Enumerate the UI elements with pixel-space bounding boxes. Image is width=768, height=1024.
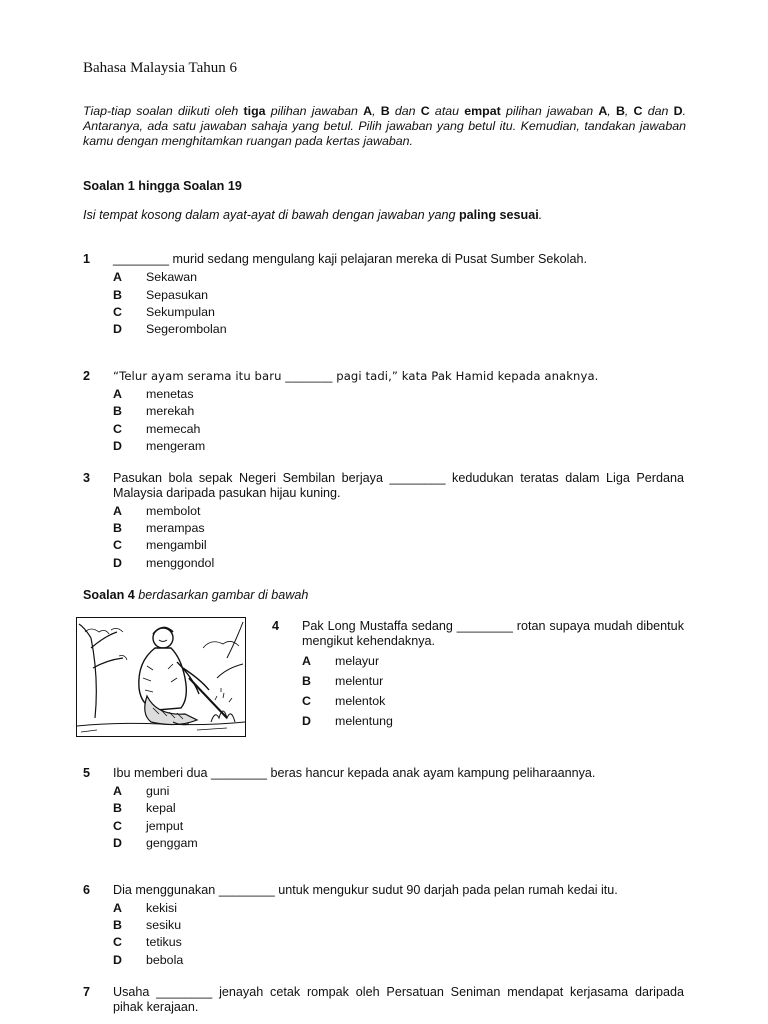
option-b[interactable]: B merampas: [113, 521, 205, 535]
sub-instruction: Isi tempat kosong dalam ayat-ayat di bawah dengan jawaban yang paling sesuai.: [83, 208, 543, 222]
option-b[interactable]: B Sepasukan: [113, 288, 209, 302]
option-b[interactable]: B melentur: [302, 674, 384, 688]
question-4-picture: [76, 617, 246, 737]
question-number: 2: [83, 369, 91, 383]
option-a[interactable]: A kekisi: [113, 901, 177, 915]
question-number: 7: [83, 985, 91, 999]
option-d[interactable]: D Segerombolan: [113, 322, 227, 336]
question-text: Usaha ________ jenayah cetak rompak oleh Persatuan Seniman mendapat kerjasama daripada pihak kerajaan.: [113, 985, 684, 1014]
question-text: Pak Long Mustaffa sedang ________ rotan supaya mudah dibentuk mengikut kehendaknya.: [302, 619, 684, 648]
question-7: [83, 985, 686, 1021]
question-5: [83, 766, 686, 856]
page-header: Bahasa Malaysia Tahun 6: [83, 60, 238, 76]
question-number: 1: [83, 252, 91, 266]
man-bending-rattan-over-fire-illustration: [77, 618, 245, 736]
option-d[interactable]: D mengeram: [113, 439, 206, 453]
option-a[interactable]: A guni: [113, 784, 170, 798]
question-6: [83, 883, 686, 973]
question-text: “Telur ayam serama itu baru ________ pagi tadi,” kata Pak Hamid kepada anaknya.: [113, 369, 599, 383]
option-c[interactable]: C memecah: [113, 422, 201, 436]
option-c[interactable]: C melentok: [302, 694, 386, 708]
question-2: [83, 369, 686, 459]
option-b[interactable]: B kepal: [113, 801, 176, 815]
section-title: Soalan 1 hingga Soalan 19: [83, 179, 242, 193]
option-b[interactable]: B sesiku: [113, 918, 182, 932]
option-c[interactable]: C Sekumpulan: [113, 305, 215, 319]
option-c[interactable]: C jemput: [113, 819, 184, 833]
question-number: 4: [272, 619, 280, 633]
option-d[interactable]: D genggam: [113, 836, 198, 850]
question-3: [83, 471, 686, 571]
question-1: [83, 252, 686, 342]
question-text: Pasukan bola sepak Negeri Sembilan berjaya ________ kedudukan teratas dalam Liga Perdana Malaysia daripada pasukan hijau kuning.: [113, 471, 684, 500]
section-4-heading: Soalan 4 berdasarkan gambar di bawah: [83, 588, 309, 602]
question-number: 5: [83, 766, 91, 780]
option-c[interactable]: C mengambil: [113, 538, 207, 552]
question-number: 6: [83, 883, 91, 897]
option-a[interactable]: A Sekawan: [113, 270, 197, 284]
question-number: 3: [83, 471, 91, 485]
option-a[interactable]: A melayur: [302, 654, 380, 668]
question-text: Dia menggunakan ________ untuk mengukur sudut 90 darjah pada pelan rumah kedai itu.: [113, 883, 618, 897]
option-d[interactable]: D melentung: [302, 714, 393, 728]
option-b[interactable]: B merekah: [113, 404, 195, 418]
question-4: [272, 619, 684, 734]
option-c[interactable]: C tetikus: [113, 935, 182, 949]
option-d[interactable]: D bebola: [113, 953, 184, 967]
option-a[interactable]: A membolot: [113, 504, 201, 518]
option-d[interactable]: D menggondol: [113, 556, 215, 570]
instructions: Tiap-tiap soalan diikuti oleh tiga pilihan jawaban A, B dan C atau empat pilihan jawaban A, B, C dan D. Antaranya, ada satu jawaban sahaja yang betul. Pilih jawaban yang betul itu. Kemudian, tandakan jawaban kamu dengan menghitamkan ruangan pada kertas jawaban.: [83, 104, 686, 148]
question-text: Ibu memberi dua ________ beras hancur kepada anak ayam kampung peliharaannya.: [113, 766, 596, 780]
option-a[interactable]: A menetas: [113, 387, 194, 401]
question-text: ________ murid sedang mengulang kaji pelajaran mereka di Pusat Sumber Sekolah.: [113, 252, 587, 266]
